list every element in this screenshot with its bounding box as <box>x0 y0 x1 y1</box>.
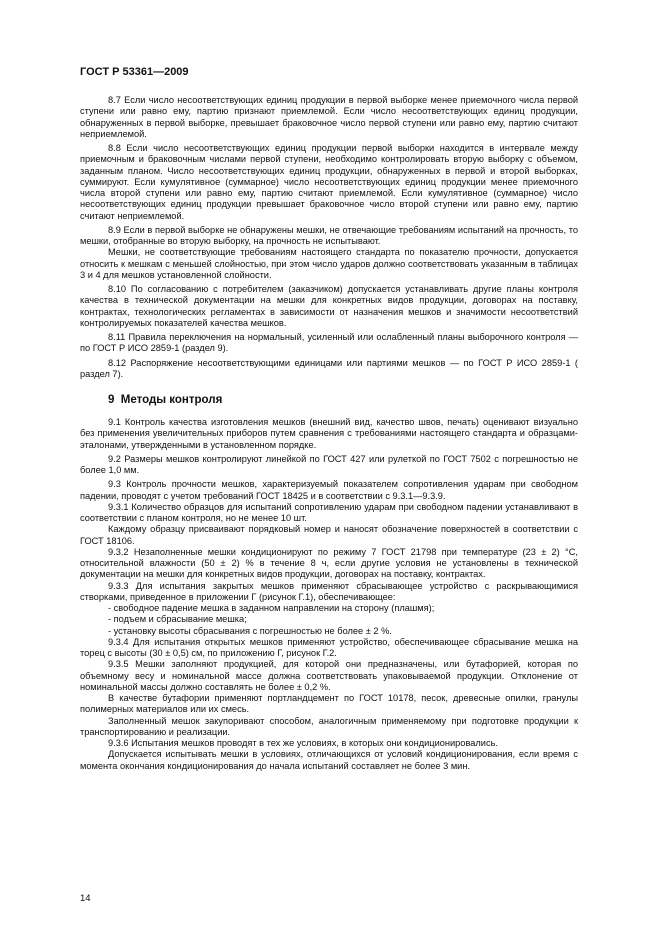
paragraph-9-3-1: 9.3.1 Количество образцов для испытаний сопротивлению ударам при свободном падении устанавливают в соответствии с планом контроля, но не менее 10 шт. <box>80 501 578 523</box>
list-item: - подъем и сбрасывание мешка; <box>108 614 578 625</box>
list-item: - свободное падение мешка в заданном направлении на сторону (плашмя); <box>108 603 578 614</box>
paragraph-9-3-3: 9.3.3 Для испытания закрытых мешков применяют сбрасывающее устройство с раскрывающимися створками, приведенное в приложении Г (рисунок Г.1), обеспечивающее: <box>80 580 578 602</box>
paragraph-9-3-2: 9.3.2 Незаполненные мешки кондиционируют по режиму 7 ГОСТ 21798 при температуре (23 ± 2) °С, относительной влажности (50 ± 2) % в течение 8 ч, если другие условия не установлены в технической документации на мешки для конкретных видов продукции, договорах на поставку, контрактах. <box>80 546 578 580</box>
paragraph-8-12: 8.12 Распоряжение несоответствующими единицами или партиями мешков — по ГОСТ Р ИСО 2859-1 ( раздел 7). <box>80 357 578 379</box>
document-header: ГОСТ Р 53361—2009 <box>80 66 189 78</box>
paragraph-8-8: 8.8 Если число несоответствующих единиц продукции первой выборки находится в интервале между приемочным и браковочным числами первой ступени, необходимо контролировать вторую выборку с объемом, заданным планом. Число несоответствующих единиц продукции, обнаруженных в первой и второй выборках, суммируют. Если кумулятивное (суммарное) число несоответствующих единиц продукции менее приемочного числа второй ступени или равно ему, партию считают приемлемой. Если кумулятивное (суммарное) число несоответствующих единиц продукции превышает браковочное число второй ступени или равно ему, партию считают неприемлемой. <box>80 143 578 221</box>
paragraph-9-1: 9.1 Контроль качества изготовления мешков (внешний вид, качество швов, печать) оценивают визуально без применения увеличительных приборов путем сравнения с требованиями настоящего стандарта и образцами-эталонами, утвержденными в установленном порядке. <box>80 417 578 450</box>
paragraph-8-7: 8.7 Если число несоответствующих единиц продукции в первой выборке менее приемочного числа первой ступени или равно ему, партию признают приемлемой. Если число несоответствующих единиц продукции, обнаруженных в первой выборке, превышает браковочное число первой ступени или равно ему, партию считают неприемлемой. <box>80 95 578 139</box>
document-body <box>80 95 578 772</box>
paragraph-9-3-6: 9.3.6 Испытания мешков проводят в тех же условиях, в которых они кондиционировались. <box>108 738 498 748</box>
section-title: Методы контроля <box>120 394 223 406</box>
paragraph-8-9: 8.9 Если в первой выборке не обнаружены мешки, не отвечающие требованиям испытаний на прочность, то мешки, отобранные во вторую выборку, на прочность не испытывают. <box>80 224 578 246</box>
paragraph-9-3: 9.3 Контроль прочности мешков, характеризуемый показателем сопротивления ударам при свободном падении, проводят с учетом требований ГОСТ 18425 и в соответствии с 9.3.1—9.3.9. <box>80 479 578 501</box>
paragraph-8-11: 8.11 Правила переключения на нормальный, усиленный или ослабленный планы выборочного контроля — по ГОСТ Р ИСО 2859-1 (раздел 9). <box>80 332 578 354</box>
paragraph-8-9-cont: Мешки, не соответствующие требованиям настоящего стандарта по показателю прочности, допускается относить к мешкам с меньшей слойностью, при этом число ударов должно соответствовать указанным в таблицах 3 и 4 для мешков установленной слойности. <box>80 247 578 280</box>
paragraph-9-2: 9.2 Размеры мешков контролируют линейкой по ГОСТ 427 или рулеткой по ГОСТ 7502 с погрешностью не более 1,0 мм. <box>80 453 578 475</box>
paragraph-9-3-4: 9.3.4 Для испытания открытых мешков применяют устройство, обеспечивающее сбрасывание мешка на торец с высоты (30 ± 0,5) см, по приложению Г, рисунок Г.2. <box>80 636 578 658</box>
requirements-list <box>80 603 578 637</box>
paragraph-8-10: 8.10 По согласованию с потребителем (заказчиком) допускается устанавливать другие планы контроля качества в технической документации на мешки для конкретных видов продукции, договорах на поставку, контрактах, технологических регламентах в зависимости от назначения мешков и значимости несоответствий контролируемых показателей качества мешков. <box>80 284 578 328</box>
paragraph-9-3-6-cont: Допускается испытывать мешки в условиях, отличающихся от условий кондиционирования, если время с момента окончания кондиционирования до начала испытаний составляет не более 3 мин. <box>80 749 578 771</box>
section-heading <box>80 393 578 407</box>
paragraph-9-3-5-filler: В качестве бутафории применяют портландцемент по ГОСТ 10178, песок, древесные опилки, гранулы полимерных материалов или их смесь. <box>80 693 578 715</box>
section-number: 9 <box>108 394 115 406</box>
paragraph-9-3-1-cont: Каждому образцу присваивают порядковый номер и наносят обозначение поверхностей в соответствии с ГОСТ 18106. <box>80 524 578 546</box>
list-item: - установку высоты сбрасывания с погрешностью не более ± 2 %. <box>108 626 578 637</box>
page-number: 14 <box>80 893 91 904</box>
paragraph-9-3-5: 9.3.5 Мешки заполняют продукцией, для которой они предназначены, или бутафорией, которая по объемному весу и номинальной массе должна соответствовать упаковываемой продукции. Отклонение от номинальной массы должно составлять не более ± 0,2 %. <box>80 659 578 692</box>
paragraph-9-3-5-sealing: Заполненный мешок закупоривают способом, аналогичным применяемому при подготовке продукции к транспортированию и реализации. <box>80 715 578 737</box>
